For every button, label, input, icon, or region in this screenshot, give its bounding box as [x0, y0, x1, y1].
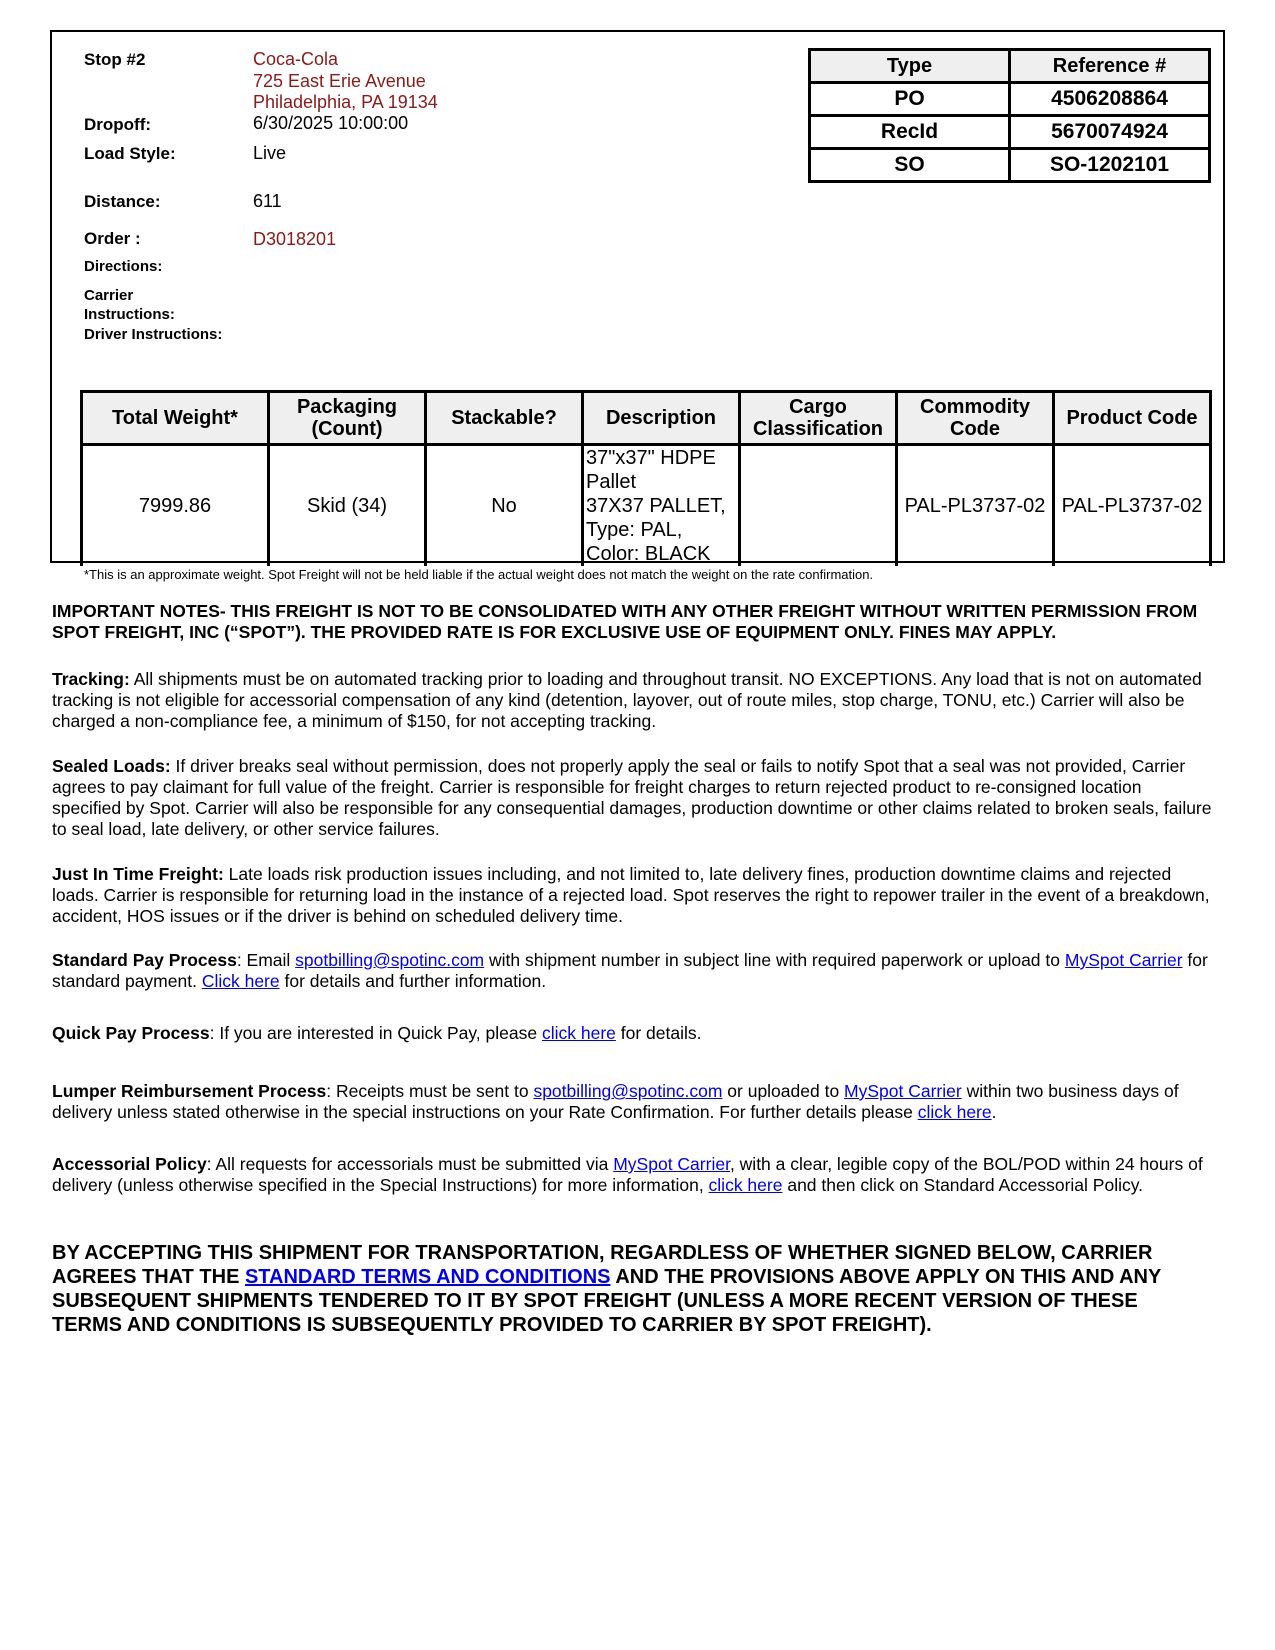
description-line: Pallet [586, 471, 637, 493]
lumper-text: : Receipts must be sent to [326, 1081, 534, 1101]
quick-pay-click-here-link[interactable]: click here [541, 1023, 616, 1043]
consignee-address-line2: Philadelphia, PA 19134 [253, 92, 438, 112]
carrier-instructions-label-line2: Instructions: [84, 306, 175, 323]
sealed-loads-text: If driver breaks seal without permission, does not properly apply the seal or fails to notify Spot that a seal was not provided, Carrier agrees to pay claimant for full value of the freight. Carrier is responsible for freight charges to return rejected product to re-consigned location specified by Spot. Carrier will also be responsible for any consequential damages, production downtime or other claims related to broken seals, failure to seal load, late delivery, or other service failures. [52, 756, 1212, 839]
reference-row [810, 83, 1210, 116]
accessorial-myspot-carrier-link[interactable]: MySpot Carrier [613, 1154, 730, 1174]
acceptance-statement [52, 1241, 1212, 1337]
carrier-instructions-label-line1: Carrier [84, 287, 134, 304]
reference-row [810, 116, 1210, 149]
accessorial-label: Accessorial Policy [52, 1154, 207, 1174]
myspot-carrier-link[interactable]: MySpot Carrier [1064, 950, 1183, 970]
tracking-paragraph [52, 669, 1212, 732]
jit-freight-label: Just In Time Freight: [52, 864, 224, 884]
lumper-myspot-carrier-link[interactable]: MySpot Carrier [844, 1081, 962, 1101]
tracking-label: Tracking: [52, 669, 130, 689]
reference-number: SO-1202101 [1010, 149, 1210, 182]
consignee-name: Coca-Cola [253, 49, 339, 69]
description-cell [583, 445, 740, 567]
jit-freight-paragraph [52, 864, 1212, 927]
freight-row [82, 445, 1211, 567]
order-value: D3018201 [253, 229, 337, 249]
lumper-text: or uploaded to [722, 1081, 845, 1101]
description-line: Type: PAL, [586, 519, 683, 541]
total-weight-cell: 7999.86 [82, 445, 269, 567]
jit-freight-text: Late loads risk production issues including, and not limited to, late delivery fines, production downtime claims and rejected loads. Carrier is responsible for returning load in the instance of a rejected load. Spot reserves the right to repower trailer in the event of a breakdown, accident, HOS issues or if the driver is behind on scheduled delivery time. [52, 864, 1210, 926]
distance-label: Distance: [84, 192, 161, 211]
reference-header-number: Reference # [1010, 50, 1210, 83]
header-packaging: Packaging (Count) [269, 392, 426, 445]
order-label: Order : [84, 229, 141, 248]
description-line: 37X37 PALLET, [586, 495, 726, 517]
header-stackable: Stackable? [426, 392, 583, 445]
important-notes: IMPORTANT NOTES- THIS FREIGHT IS NOT TO BE CONSOLIDATED WITH ANY OTHER FREIGHT WITHOUT WRITTEN PERMISSION FROM SPOT FREIGHT, INC (“SPOT”). THE PROVIDED RATE IS FOR EXCLUSIVE USE OF EQUIPMENT ONLY. FINES MAY APPLY. [52, 601, 1198, 642]
header-cargo-classification: Cargo Classification [740, 392, 897, 445]
accessorial-text: , with a clear, legible copy of the BOL/POD within 24 hours of delivery (unless otherwise specified in the Special Instructions) for more information, [52, 1154, 1203, 1195]
standard-terms-link[interactable]: STANDARD TERMS AND CONDITIONS [244, 1266, 611, 1288]
quick-pay-label: Quick Pay Process [52, 1023, 210, 1043]
reference-row [810, 149, 1210, 182]
standard-pay-text: for details and further information. [279, 971, 547, 991]
standard-pay-click-here-link[interactable]: Click here [201, 971, 280, 991]
accessorial-paragraph [52, 1154, 1212, 1196]
header-commodity-code: Commodity Code [897, 392, 1054, 445]
lumper-text: within two business days of delivery unless stated otherwise in the special instructions on your Rate Confirmation. For further details please [52, 1081, 1179, 1122]
reference-type: PO [810, 83, 1010, 116]
standard-pay-text: : Email [236, 950, 296, 970]
acceptance-text: AND THE PROVISIONS ABOVE APPLY ON THIS AND ANY SUBSEQUENT SHIPMENTS TENDERED TO IT BY SPOT FREIGHT (UNLESS A MORE RECENT VERSION OF THESE TERMS AND CONDITIONS IS SUBSEQUENTLY PROVIDED TO CARRIER BY SPOT FREIGHT). [52, 1266, 1161, 1336]
reference-type: SO [810, 149, 1010, 182]
lumper-click-here-link[interactable]: click here [917, 1102, 992, 1122]
product-code-cell: PAL-PL3737-02 [1054, 445, 1211, 567]
dropoff-value: 6/30/2025 10:00:00 [253, 113, 409, 133]
lumper-text: . [991, 1102, 997, 1122]
accessorial-click-here-link[interactable]: click here [708, 1175, 783, 1195]
packaging-cell: Skid (34) [269, 445, 426, 567]
header-product-code: Product Code [1054, 392, 1211, 445]
billing-email-link[interactable]: spotbilling@spotinc.com [295, 950, 485, 970]
sealed-loads-paragraph [52, 756, 1212, 840]
commodity-code-cell: PAL-PL3737-02 [897, 445, 1054, 567]
freight-table-header [82, 392, 1211, 445]
directions-label: Directions: [84, 258, 163, 275]
reference-type: RecId [810, 116, 1010, 149]
stackable-cell: No [426, 445, 583, 567]
quick-pay-paragraph [52, 1023, 1212, 1044]
description-line: Color: BLACK [586, 543, 711, 565]
stop-label: Stop #2 [84, 50, 146, 69]
driver-instructions-label: Driver Instructions: [84, 326, 223, 343]
description-line: 37"x37" HDPE [586, 447, 716, 469]
reference-header-type: Type [810, 50, 1010, 83]
reference-number: 4506208864 [1010, 83, 1210, 116]
header-total-weight: Total Weight* [82, 392, 269, 445]
reference-table-header [810, 50, 1210, 83]
lumper-email-link[interactable]: spotbilling@spotinc.com [533, 1081, 723, 1101]
reference-table [808, 48, 1211, 183]
cargo-classification-cell [740, 445, 897, 567]
weight-footnote: *This is an approximate weight. Spot Freight will not be held liable if the actual weight does not match the weight on the rate confirmation. [84, 567, 874, 582]
header-description: Description [583, 392, 740, 445]
distance-value: 611 [253, 191, 282, 211]
tracking-text: All shipments must be on automated tracking prior to loading and throughout transit. NO EXCEPTIONS. Any load that is not on automated tracking is not eligible for accessorial compensation of any kind (detention, layover, out of route miles, stop charge, TONU, etc.) Carrier will also be charged a non-compliance fee, a minimum of $150, for not accepting tracking. [52, 669, 1202, 731]
lumper-paragraph [52, 1081, 1212, 1123]
consignee-address-line1: 725 East Erie Avenue [253, 71, 426, 91]
acceptance-text: BY ACCEPTING THIS SHIPMENT FOR TRANSPORTATION, REGARDLESS OF WHETHER SIGNED BELOW, CARRIER AGREES THAT THE [52, 1242, 1153, 1288]
dropoff-label: Dropoff: [84, 115, 152, 134]
standard-pay-text: with shipment number in subject line with required paperwork or upload to [484, 950, 1065, 970]
quick-pay-text: : If you are interested in Quick Pay, please [209, 1023, 542, 1043]
standard-pay-text: for standard payment. [52, 950, 1208, 991]
sealed-loads-label: Sealed Loads: [52, 756, 171, 776]
quick-pay-text: for details. [615, 1023, 702, 1043]
load-style-value: Live [253, 143, 287, 163]
accessorial-text: : All requests for accessorials must be submitted via [206, 1154, 614, 1174]
freight-table [80, 390, 1212, 566]
standard-pay-label: Standard Pay Process [52, 950, 237, 970]
reference-number: 5670074924 [1010, 116, 1210, 149]
load-style-label: Load Style: [84, 144, 176, 163]
lumper-label: Lumper Reimbursement Process [52, 1081, 327, 1101]
accessorial-text: and then click on Standard Accessorial Policy. [782, 1175, 1144, 1195]
standard-pay-paragraph [52, 950, 1212, 992]
